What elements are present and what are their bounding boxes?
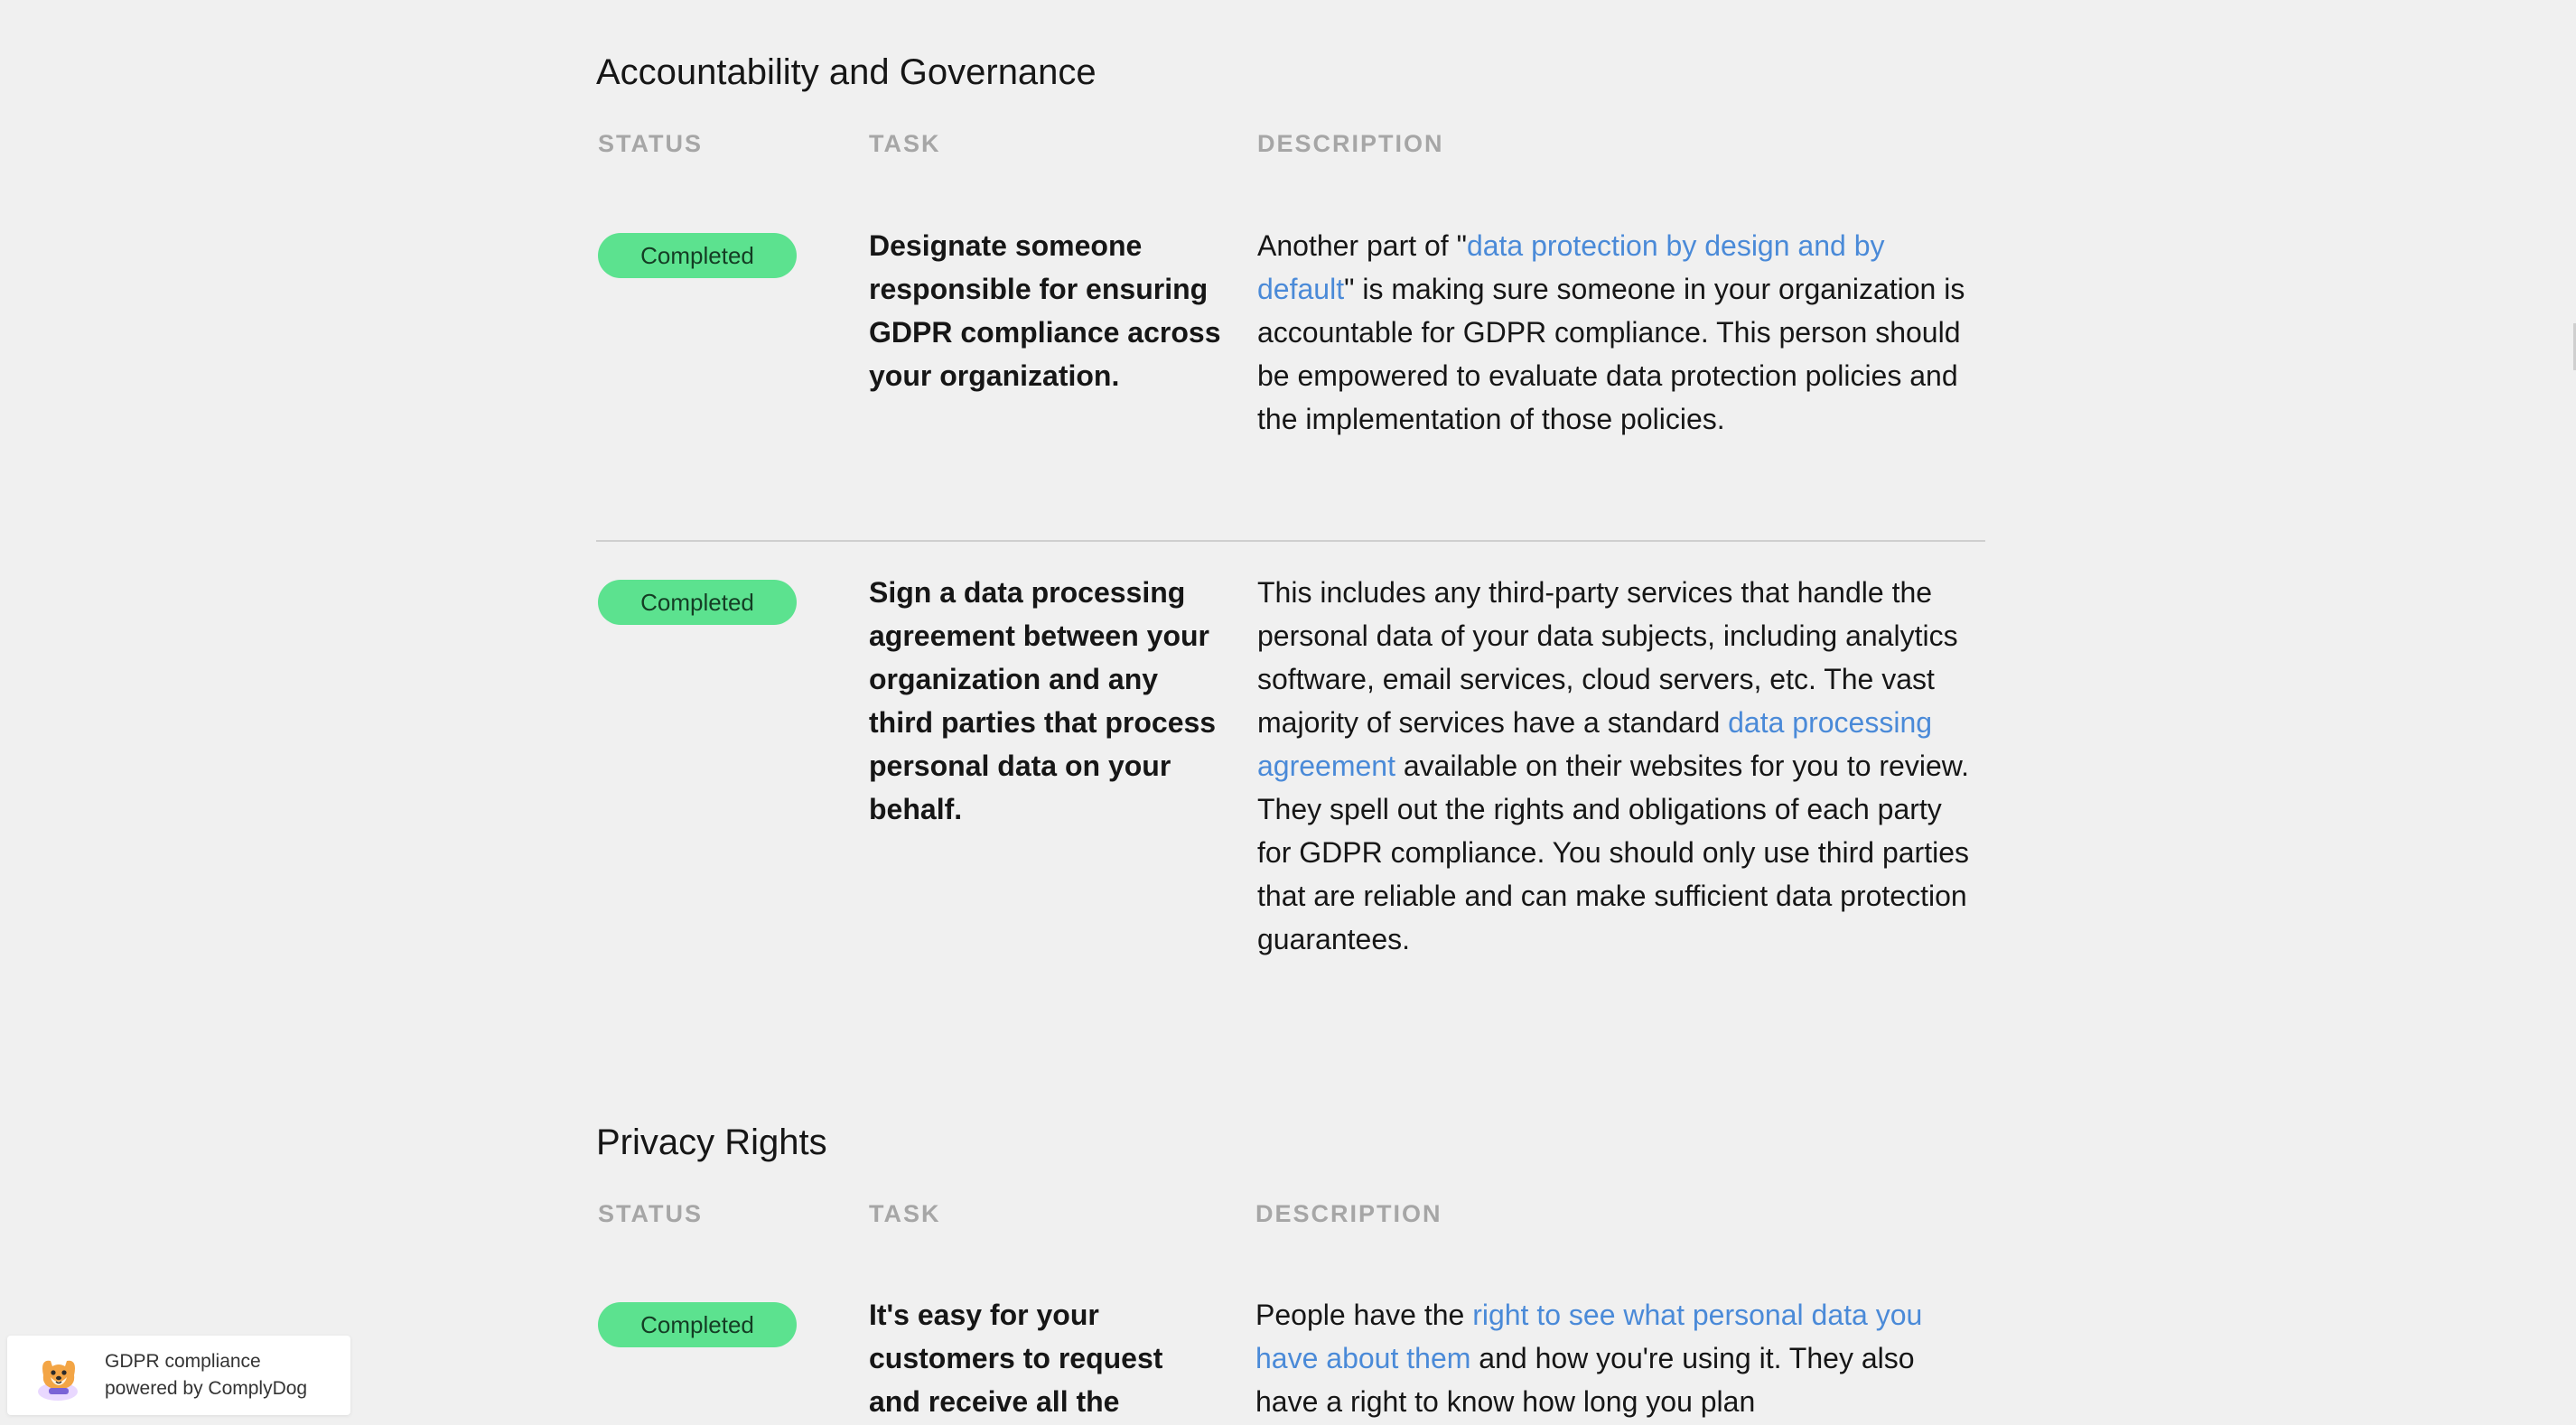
status-badge: Completed bbox=[598, 233, 797, 278]
column-headers bbox=[596, 1200, 1985, 1236]
widget-text bbox=[105, 1348, 307, 1402]
task-description bbox=[1257, 224, 1980, 441]
gdpr-compliance-widget[interactable] bbox=[7, 1336, 350, 1415]
task-description bbox=[1255, 1293, 1951, 1423]
task-text: Sign a data processing agreement between your organization and any third parties that process personal data on your behalf. bbox=[869, 576, 1217, 825]
column-header-task: TASK bbox=[869, 130, 941, 157]
description-text: People have the bbox=[1255, 1299, 1473, 1331]
status-badge: Completed bbox=[598, 580, 797, 625]
task-description bbox=[1257, 571, 1980, 961]
task-text: It's easy for your customers to request and receive all the bbox=[869, 1299, 1163, 1418]
column-headers bbox=[596, 130, 1985, 166]
complydog-logo-icon bbox=[31, 1348, 87, 1404]
data-processing-agreement-link[interactable]: data processing agreement bbox=[1257, 706, 1933, 782]
task-text: Designate someone responsible for ensuring GDPR compliance across your organization. bbox=[869, 229, 1221, 392]
description-text: This includes any third-party services that handle the personal data of your data subjects, including analytics software, email services, cloud servers, etc. The vast majority of services have a standard bbox=[1257, 576, 1958, 739]
section-title: Privacy Rights bbox=[596, 1122, 827, 1162]
column-header-task: TASK bbox=[869, 1200, 941, 1227]
column-header-description: DESCRIPTION bbox=[1257, 130, 1444, 157]
section-accountability bbox=[596, 51, 1985, 1031]
task-row bbox=[596, 229, 1985, 542]
description-text: Another part of " bbox=[1257, 229, 1467, 262]
section-title: Accountability and Governance bbox=[596, 52, 1097, 92]
task-row bbox=[596, 1299, 1985, 1425]
widget-line-2: powered by ComplyDog bbox=[105, 1378, 308, 1399]
data-protection-by-design-link[interactable]: data protection by design and by default bbox=[1257, 229, 1885, 305]
column-header-description: DESCRIPTION bbox=[1255, 1200, 1442, 1227]
right-of-access-link[interactable]: right to see what personal data you have about them bbox=[1255, 1299, 1923, 1374]
description-text: available on their websites for you to review. They spell out the rights and obligations of each party for GDPR compliance. You should only use third parties that are reliable and can make sufficient data protection guarantees. bbox=[1257, 750, 1969, 955]
column-header-status: STATUS bbox=[598, 1200, 703, 1227]
task-row bbox=[596, 576, 1985, 1031]
widget-line-1: GDPR compliance bbox=[105, 1351, 261, 1372]
description-text: and how you're using it. They also have a right to know how long you plan bbox=[1255, 1342, 1915, 1418]
column-header-status: STATUS bbox=[598, 130, 703, 157]
description-text: " is making sure someone in your organization is accountable for GDPR compliance. This person should be empowered to evaluate data protection policies and the implementation of those policies. bbox=[1257, 273, 1965, 435]
status-badge: Completed bbox=[598, 1302, 797, 1347]
section-privacy-rights bbox=[596, 1121, 1985, 1425]
